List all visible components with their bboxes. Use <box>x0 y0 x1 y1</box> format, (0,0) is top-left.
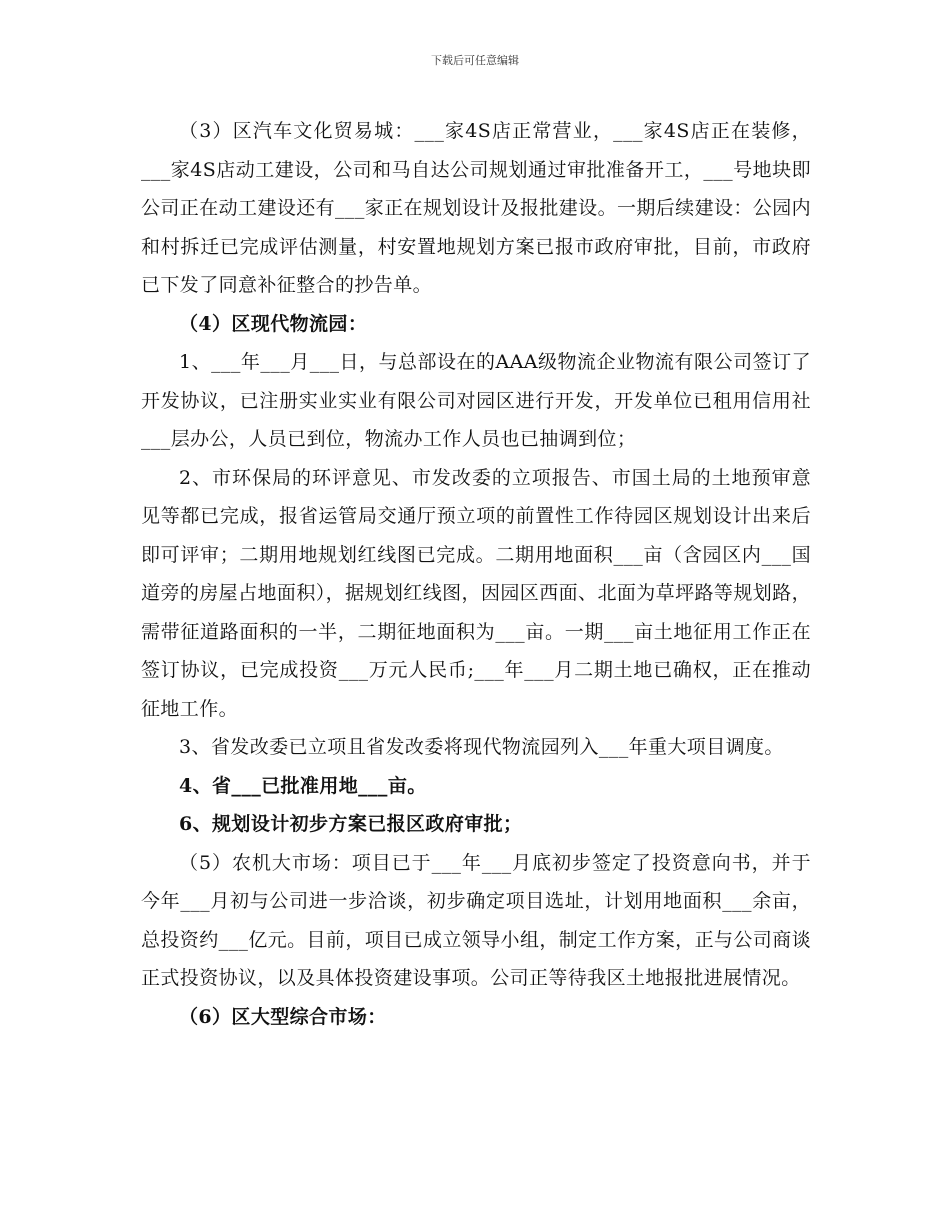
document-body <box>141 112 811 1036</box>
heading-planning-submitted: 6、规划设计初步方案已报区政府审批； <box>179 813 523 835</box>
paragraph-logistics-item-3: 3、省发改委已立项且省发改委将现代物流园列入___年重大项目调度。 <box>179 736 784 758</box>
paragraph-agri-machinery-market: （5）农机大市场：项目已于___年___月底初步签定了投资意向书，并于今年___月初与公司进一步洽谈，初步确定项目选址，计划用地面积___余亩，总投资约___亿元。目前，项目已成立领导小组，制定工作方案，正与公司商谈正式投资协议，以及具体投资建设事项。公司正等待我区土地报批进展情况。 <box>141 851 811 989</box>
heading-logistics-park: （4）区现代物流园： <box>179 312 368 335</box>
paragraph-logistics-item-2: 2、市环保局的环评意见、市发改委的立项报告、市国土局的土地预审意见等都已完成，报省运管局交通厅预立项的前置性工作待园区规划设计出来后即可评审；二期用地规划红线图已完成。二期用地面积___亩（含园区内___国道旁的房屋占地面积），据规划红线图，因园区西面、北面为草坪路等规划路，需带征道路面积的一半，二期征地面积为___亩。一期___亩土地征用工作正在签订协议，已完成投资___万元人民币;___年___月二期土地已确权，正在推动征地工作。 <box>141 466 811 720</box>
heading-province-approval: 4、省___已批准用地___亩。 <box>179 774 427 797</box>
paragraph-auto-trade-city: （3）区汽车文化贸易城：___家4S店正常营业，___家4S店正在装修，___家4S店动工建设，公司和马自达公司规划通过审批准备开工，___号地块即公司正在动工建设还有___家正在规划设计及报批建设。一期后续建设：公园内和村拆迁已完成评估测量，村安置地规划方案已报市政府审批，目前，市政府已下发了同意补征整合的抄告单。 <box>141 120 811 296</box>
heading-comprehensive-market: （6）区大型综合市场： <box>179 1005 387 1028</box>
page-header: 下载后可任意编辑 <box>431 54 519 67</box>
paragraph-logistics-item-1: 1、___年___月___日，与总部设在的AAA级物流企业物流有限公司签订了开发协议，已注册实业实业有限公司对园区进行开发，开发单位已租用信用社___层办公，人员已到位，物流办工作人员也已抽调到位； <box>141 351 811 450</box>
